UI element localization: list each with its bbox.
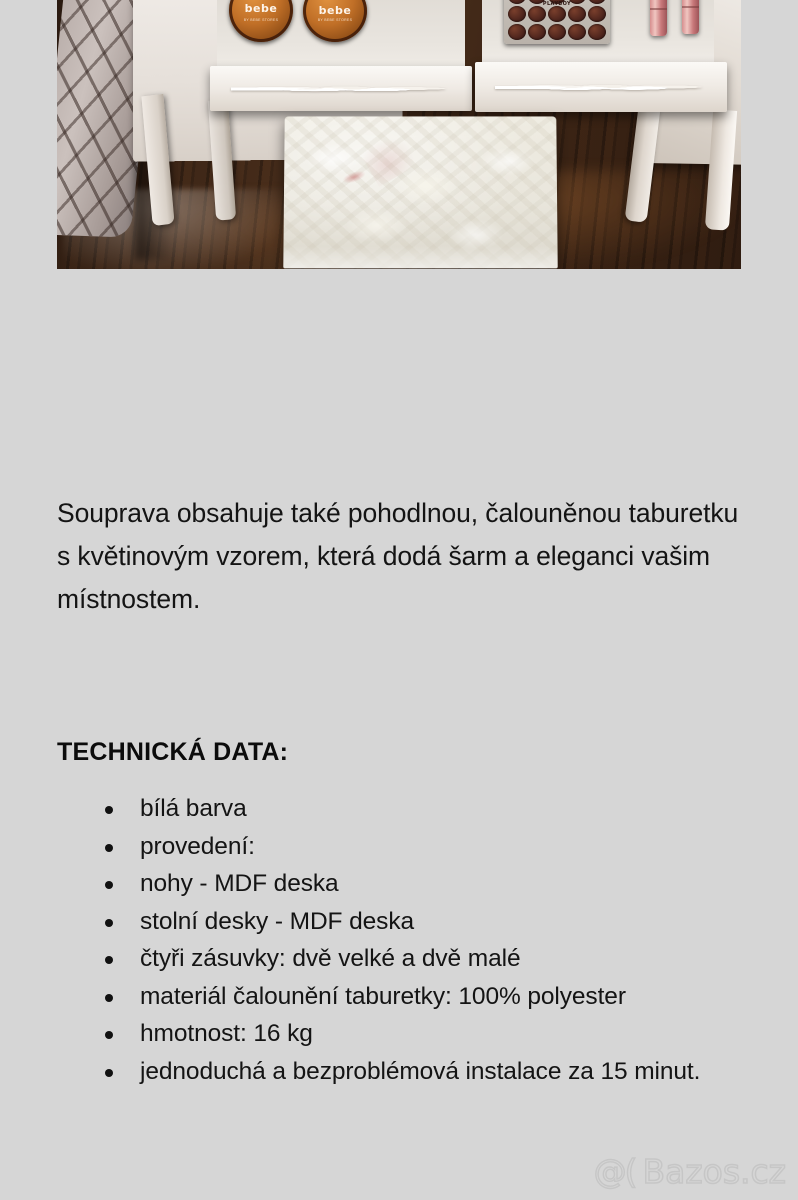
- bebe-compact-right: [303, 0, 367, 42]
- bebe-compact-right-sub: BY BEBE STORES: [317, 18, 353, 23]
- at-paren-icon: @(: [593, 1152, 636, 1191]
- list-item: nohy - MDF deska: [57, 865, 757, 903]
- drawer-left-open: [217, 0, 465, 76]
- watermark-label: Bazos.cz: [642, 1152, 786, 1191]
- list-item: čtyři zásuvky: dvě velké a dvě malé: [57, 940, 757, 978]
- stool-fabric-mark-secondary: [359, 129, 419, 186]
- product-photo-scene: [57, 0, 741, 269]
- list-item: materiál čalounění taburetky: 100% polyester: [57, 978, 757, 1016]
- bebe-compact-left-label: bebe: [244, 2, 278, 16]
- bebe-compact-left: [229, 0, 293, 42]
- lipstick-right: [682, 0, 699, 34]
- bebe-compact-left-sub: BY BEBE STORES: [243, 17, 279, 22]
- drawer-right-open: [482, 0, 714, 70]
- bebe-compact-right-label: bebe: [318, 3, 352, 17]
- stool-fabric-mark: [341, 168, 367, 186]
- list-item: bílá barva: [57, 790, 757, 828]
- bazos-watermark: [593, 1152, 786, 1191]
- list-item: jednoduchá a bezproblémová instalace za 15 minut.: [57, 1053, 757, 1091]
- intro-paragraph: Souprava obsahuje také pohodlnou, čalouněnou taburetku s květinovým vzorem, která dodá šarm a eleganci vašim místnostem.: [57, 497, 739, 614]
- technical-data-list: [57, 790, 757, 1090]
- playboy-palette-label: PLAYBOY: [542, 1, 572, 8]
- drawer-right-front-panel: [475, 62, 727, 112]
- product-photo[interactable]: [57, 0, 741, 269]
- drawer-left-front-panel: [210, 66, 472, 111]
- list-item: hmotnost: 16 kg: [57, 1015, 757, 1053]
- lipstick-left: [650, 0, 667, 36]
- upholstered-stool: [283, 116, 557, 268]
- technical-data-heading: TECHNICKÁ DATA:: [57, 737, 289, 766]
- playboy-eyeshadow-palette: [504, 0, 610, 44]
- list-item: stolní desky - MDF deska: [57, 903, 757, 941]
- list-item: provedení:: [57, 828, 757, 866]
